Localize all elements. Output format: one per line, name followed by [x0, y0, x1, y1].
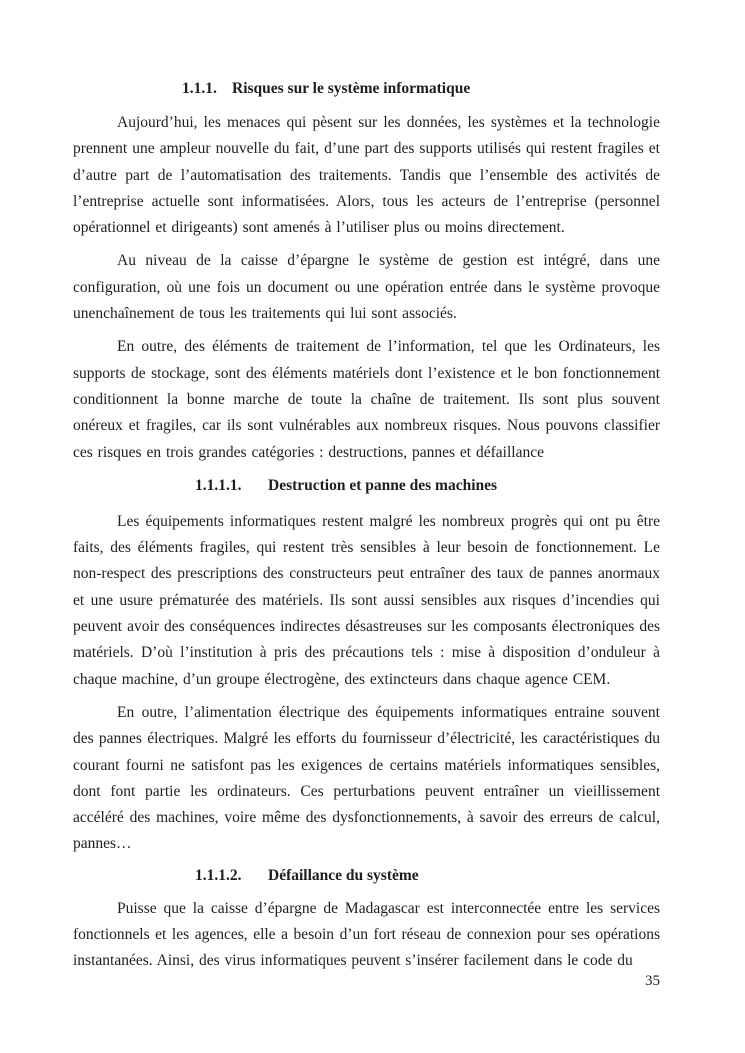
page-number: 35: [645, 973, 660, 989]
paragraph-menaces: Aujourd’hui, les menaces qui pèsent sur les données, les systèmes et la technologie prennent une ampleur nouvelle du fait, d’une part des supports utilisés qui restent fragiles et d’autre part de l’automatisation des traitements. Tandis que l’ensemble des activités de l’entreprise actuelle sont informatisées. Alors, tous les acteurs de l’entreprise (personnel opérationnel et dirigeants) sont amenés à l’utiliser plus ou moins directement.: [73, 114, 660, 237]
paragraph-equipements: Les équipements informatiques restent malgré les nombreux progrès qui ont pu être faits, des éléments fragiles, qui restent très sensibles à leur besoin de fonctionnement. Le non-respect des prescriptions des constructeurs peut entraîner des taux de pannes anormaux et une usure prématurée des matériels. Ils sont aussi sensibles aux risques d’incendies qui peuvent avoir des conséquences indirectes désastreuses sur les composants électroniques des matériels. D’où l’institution à pris des précautions tels : mise à disposition d’onduleur à chaque machine, d’un groupe électrogène, des extincteurs dans chaque agence CEM.: [73, 512, 660, 688]
paragraph-reseau: Puisse que la caisse d’épargne de Madagascar est interconnectée entre les services fonctionnels et les agences, elle a besoin d’un fort réseau de connexion pour ses opérations instantanées. Ainsi, des virus informatiques peuvent s’insérer facilement dans le code du: [73, 899, 660, 970]
paragraph-alimentation: En outre, l’alimentation électrique des équipements informatiques entraine souvent des pannes électriques. Malgré les efforts du fournisseur d’électricité, les caractéristiques du courant fourni ne satisfont pas les exigences de certains matériels informatiques sensibles, dont font partie les ordinateurs. Ces perturbations peuvent entraîner un vieillissement accéléré des machines, voire même des dysfonctionnements, à savoir des erreurs de calcul, pannes…: [73, 703, 660, 853]
section-heading-defaillance: [73, 865, 660, 886]
document-content: [73, 78, 660, 982]
heading-title: Risques sur le système informatique: [232, 80, 471, 97]
section-heading-risques: [73, 78, 660, 99]
heading-number: 1.1.1.2.: [195, 866, 242, 884]
heading-number: 1.1.1.: [182, 80, 217, 97]
paragraph-elements-traitement: En outre, des éléments de traitement de l’information, tel que les Ordinateurs, les supports de stockage, sont des éléments matériels dont l’existence et le bon fonctionnement conditionnent la bonne marche de toute la chaîne de traitement. Ils sont plus souvent onéreux et fragiles, car ils sont vulnérables aux nombreux risques. Nous pouvons classifier ces risques en trois grandes catégories : destructions, pannes et défaillance: [73, 338, 660, 461]
heading-title: Destruction et panne des machines: [268, 476, 498, 494]
paragraph-caisse-epargne: Au niveau de la caisse d’épargne le système de gestion est intégré, dans une configuration, où une fois un document ou une opération entrée dans le système provoque unenchaînement de tous les traitements qui lui sont associés.: [73, 252, 660, 323]
heading-title: Défaillance du système: [268, 866, 419, 884]
section-heading-destruction: [73, 475, 660, 496]
heading-number: 1.1.1.1.: [195, 476, 242, 494]
